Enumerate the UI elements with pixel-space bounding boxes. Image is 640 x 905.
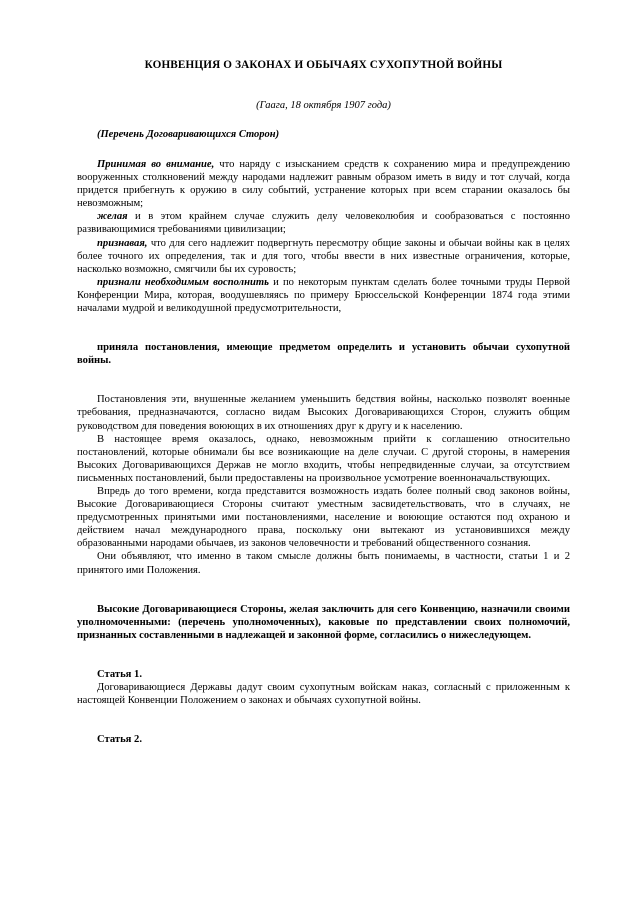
preamble-clause-1-lead: Принимая во внимание,	[97, 159, 215, 170]
preamble-clause-2	[77, 210, 570, 236]
body-paragraph-2: В настоящее время оказалось, однако, невозможным прийти к соглашению относительно постановлений, которые обнимали бы все возникающие на деле случаи. С другой стороны, в намерения Высоких Договаривающихся Держав не могло входить, чтобы непредвиденные случаи, за отсутствием письменных постановлений, были предоставлены на произвольное усмотрение военноначальствующих.	[77, 433, 570, 484]
page-title: КОНВЕНЦИЯ О ЗАКОНАХ И ОБЫЧАЯХ СУХОПУТНОЙ ВОЙНЫ	[144, 59, 503, 71]
preamble-clause-3	[77, 237, 570, 276]
article-1-heading: Статья 1.	[97, 668, 142, 680]
plenipotentiaries-paragraph: Высокие Договаривающиеся Стороны, желая заключить для сего Конвенцию, назначили своими уполномоченными: (перечень уполномоченных), каковые по представлении своих полномочий, признанных составленными в надлежащей и законной форме, согласились о нижеследующем.	[77, 603, 570, 641]
preamble-clause-3-text: что для сего надлежит подвергнуть пересмотру общие законы и обычаи войны как в целях более точного их определения, так и для того, чтобы ввести в них известные ограничения, которые, насколько возможно, смягчили бы их суровость;	[77, 237, 570, 275]
preamble-clause-1-text: что наряду с изысканием средств к сохранению мира и предупреждению вооруженных столкновений между народами надлежит равным образом иметь в виду и тот случай, когда придется прибегнуть к оружию в силу событий, устранение которых при всем старании оказалось бы невозможным;	[77, 159, 571, 210]
preamble-clause-4-lead: признали необходимым восполнить	[97, 276, 269, 288]
document-content	[77, 58, 570, 746]
preamble-clause-3-lead: признавая,	[97, 237, 148, 249]
preamble-clause-4-text: и по некоторым пунктам сделать более точными труды Первой Конференции Мира, которая, воодушевляясь по примеру Брюссельской Конференции 1874 года этими началами мудрой и великодушной предусмотрительности,	[77, 276, 570, 315]
preamble-clause-2-text: и в этом крайнем случае служить делу человеколюбия и сообразоваться с постоянно развивающимися требованиями цивилизации;	[77, 211, 570, 236]
body-paragraph-1: Постановления эти, внушенные желанием уменьшить бедствия войны, насколько позволят военные требования, предназначаются, согласно видам Высоких Договаривающихся Сторон, служить общим руководством для поведения воюющих в их отношениях друг к другу и к населению.	[77, 394, 570, 432]
article-2-heading: Статья 2.	[97, 734, 142, 746]
article-1-body: Договаривающиеся Державы дадут своим сухопутным войскам наказ, согласный с приложенным к настоящей Конвенции Положением о законах и обычаях сухопутной войны.	[77, 682, 570, 707]
preamble-resolution: приняла постановления, имеющие предметом определить и установить обычаи сухопутной войны.	[77, 342, 570, 367]
preamble-clause-2-lead: желая	[97, 211, 128, 223]
body-paragraph-4: Они объявляют, что именно в таком смысле должны быть понимаемы, в частности, статьи 1 и 2 принятого ими Положения.	[77, 551, 570, 576]
contracting-parties-line: (Перечень Договаривающихся Сторон)	[97, 129, 280, 140]
body-paragraph-3: Впредь до того времени, когда представится возможность издать более полный свод законов войны, Высокие Договаривающиеся Стороны считают уместным засвидетельствовать, что в случаях, не предусмотренных принятыми ими постановлениями, население и воюющие остаются под охраною и действием начал международного права, поскольку они вытекают из установившихся между образованными народами обычаев, из законов человечности и требований общественного сознания.	[77, 485, 570, 550]
document-date-line: (Гаага, 18 октября 1907 года)	[256, 100, 391, 111]
preamble-clause-4	[77, 276, 570, 315]
preamble-clause-1	[77, 158, 570, 210]
